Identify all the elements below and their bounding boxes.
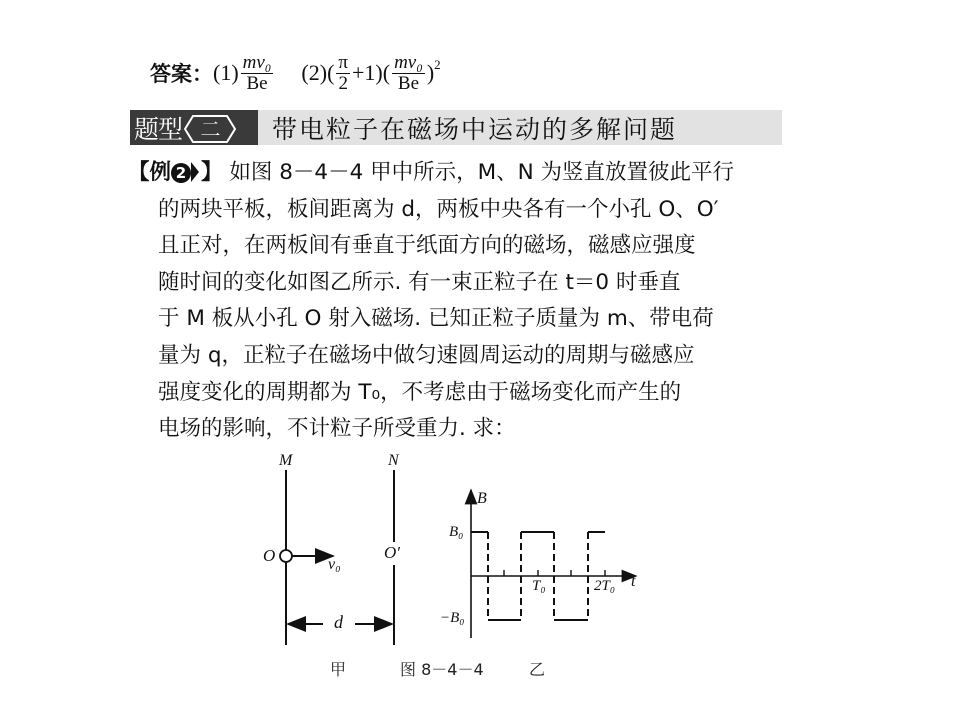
fraction-numerator: mv₀ — [394, 51, 423, 73]
paragraph-line: 的两块平板，板间距离为 d，两板中央各有一个小孔 O、O′ — [158, 196, 719, 222]
example-number-badge: 2 — [171, 163, 191, 183]
fraction-numerator: mv₀ — [242, 51, 272, 73]
heading-title: 带电粒子在磁场中运动的多解问题 — [272, 114, 678, 144]
paragraph-line: 量为 q，正粒子在磁场中做匀速圆周运动的周期与磁感应 — [158, 342, 695, 368]
arrow-icon — [191, 162, 199, 182]
paragraph-line: 强度变化的周期都为 T₀，不考虑由于磁场变化而产生的 — [158, 379, 682, 405]
answer-part1-fraction — [241, 53, 274, 94]
section-heading — [130, 110, 782, 145]
x-tick-t0-label: T₀ — [532, 578, 546, 594]
fraction-denominator: 2 — [338, 72, 348, 94]
example-label-open: 【例 — [128, 160, 172, 185]
answer-exponent: 2 — [434, 57, 441, 72]
x-axis-label: t — [631, 573, 636, 590]
example-paragraph — [128, 155, 788, 448]
plate-n-label: N — [388, 452, 399, 469]
paragraph-line — [128, 155, 788, 192]
answer-part2-plus: +1)( — [352, 60, 391, 85]
figure-jia-caption: 甲 — [330, 660, 347, 679]
figure-caption: 图 8－4－4 — [400, 660, 484, 679]
y-axis-label: B — [477, 490, 487, 507]
hole-o-prime-label: O′ — [384, 543, 400, 562]
heading-number: 二 — [200, 116, 220, 141]
paragraph-line: 电场的影响，不计粒子所受重力. 求： — [158, 416, 516, 442]
hole-o-icon — [280, 550, 292, 562]
distance-label: d — [334, 612, 343, 632]
y-neg-label: −B₀ — [440, 610, 465, 626]
paragraph-line: 于 M 板从小孔 O 射入磁场. 已知正粒子质量为 m、带电荷 — [158, 306, 714, 332]
fraction-numerator: π — [338, 51, 348, 73]
heading-number-badge — [184, 114, 236, 142]
answer-label: 答案： — [150, 62, 213, 86]
fraction-denominator: Be — [397, 72, 419, 94]
x-tick-2t0-label: 2T₀ — [594, 578, 616, 594]
velocity-label: v₀ — [328, 556, 341, 573]
answer-part1-prefix: (1) — [213, 60, 239, 85]
plate-m-label: M — [279, 452, 293, 469]
hole-o-label: O — [263, 546, 276, 565]
answer-part2-fraction — [392, 53, 425, 94]
example-label-close: 】 — [201, 160, 223, 185]
answer-part2-prefix: (2)( — [301, 60, 335, 85]
heading-category-block — [130, 110, 258, 145]
heading-category: 题型 — [134, 114, 183, 144]
fraction-denominator: Be — [246, 72, 268, 94]
figure-yi-caption: 乙 — [529, 660, 546, 679]
answer-line — [150, 48, 441, 98]
answer-part2-close: ) — [426, 60, 435, 85]
paragraph-text: 如图 8－4－4 甲中所示，M、N 为竖直放置彼此平行 — [229, 160, 735, 185]
paragraph-line: 随时间的变化如图乙所示. 有一束正粒子在 t＝0 时垂直 — [158, 269, 681, 295]
paragraph-line: 且正对，在两板间有垂直于纸面方向的磁场，磁感应强度 — [158, 233, 696, 259]
y-pos-label: B₀ — [449, 524, 464, 540]
answer-part2-pi-fraction — [336, 53, 350, 94]
